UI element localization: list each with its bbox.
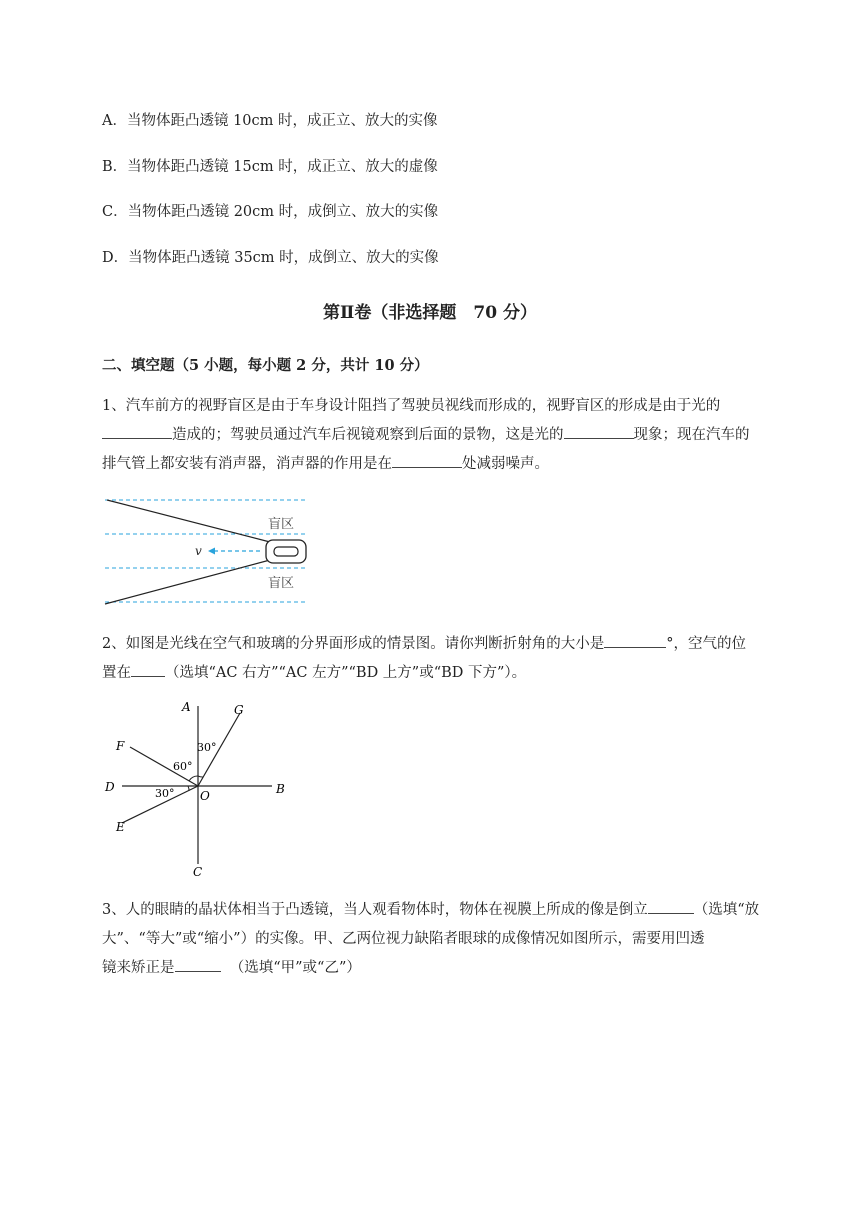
angle-label-f: 60° <box>173 760 193 773</box>
q3-text-2: （选填“放 <box>693 902 760 918</box>
q1-text-2: 造成的；驾驶员通过汽车后视镜观察到后面的景物，这是光的 <box>172 427 564 443</box>
q1-blank-3[interactable] <box>392 452 462 468</box>
blind-zone-figure <box>100 492 315 610</box>
q2-blank-2[interactable] <box>131 661 165 677</box>
q1-text-1: 1、汽车前方的视野盲区是由于车身设计阻挡了驾驶员视线而形成的，视野盲区的形成是由于光的 <box>102 398 721 414</box>
label-c: C <box>193 865 203 879</box>
q1-text-3: 现象；现在汽车的 <box>633 427 750 443</box>
part-title: 第Ⅱ卷（非选择题 70 分） <box>323 303 537 323</box>
q3-text-3: 大”、“等大”或“缩小”）的实像。甲、乙两位视力缺陷者眼球的成像情况如图所示，需要用凹透 <box>102 931 705 947</box>
sight-line-bottom <box>105 560 270 604</box>
q2-text-3: 置在 <box>102 665 131 681</box>
option-a: A．当物体距凸透镜 10cm 时，成正立、放大的实像 <box>102 113 438 129</box>
question-2 <box>102 630 802 688</box>
label-g: G <box>234 703 244 717</box>
angle-label-g: 30° <box>197 741 217 754</box>
q1-blank-2[interactable] <box>564 423 634 439</box>
q1-blank-1[interactable] <box>102 423 172 439</box>
q1-text-4: 排气管上都安装有消声器，消声器的作用是在 <box>102 456 392 472</box>
question-1 <box>102 392 802 479</box>
q3-blank-2[interactable] <box>175 956 221 972</box>
q2-text-2: °，空气的位 <box>666 636 746 652</box>
refraction-figure <box>100 696 300 881</box>
q2-blank-1[interactable] <box>604 632 666 648</box>
q2-text-1: 2、如图是光线在空气和玻璃的分界面形成的情景图。请你判断折射角的大小是 <box>102 636 605 652</box>
q3-blank-1[interactable] <box>648 898 694 914</box>
q3-text-5: （选填“甲”或“乙”） <box>229 960 361 976</box>
arrow-head-icon <box>208 548 215 555</box>
angle-arc-f <box>189 776 198 781</box>
label-o: O <box>200 789 210 803</box>
label-e: E <box>116 820 125 834</box>
label-a: A <box>182 700 191 714</box>
option-d: D．当物体距凸透镜 35cm 时，成倒立、放大的实像 <box>102 250 439 266</box>
label-b: B <box>276 782 285 796</box>
option-c: C．当物体距凸透镜 20cm 时，成倒立、放大的实像 <box>102 204 439 220</box>
option-b: B．当物体距凸透镜 15cm 时，成正立、放大的虚像 <box>102 159 438 175</box>
q3-text-1: 3、人的眼睛的晶状体相当于凸透镜，当人观看物体时，物体在视膜上所成的像是倒立 <box>102 902 648 918</box>
section-title: 二、填空题（5 小题，每小题 2 分，共计 10 分） <box>102 357 429 374</box>
angle-label-e: 30° <box>155 787 175 800</box>
blind-zone-label-bottom: 盲区 <box>268 576 295 591</box>
q1-text-5: 处减弱噪声。 <box>462 456 549 472</box>
question-3 <box>102 896 802 983</box>
blind-zone-label-top: 盲区 <box>268 517 295 532</box>
label-f: F <box>116 739 125 753</box>
label-d: D <box>105 780 115 794</box>
q2-text-4: （选填“AC 右方”“AC 左方”“BD 上方”或“BD 下方”）。 <box>165 665 527 681</box>
sight-line-top <box>107 500 270 542</box>
velocity-label: v <box>195 544 202 558</box>
q3-text-4: 镜来矫正是 <box>102 960 175 976</box>
angle-arc-g <box>198 776 203 777</box>
